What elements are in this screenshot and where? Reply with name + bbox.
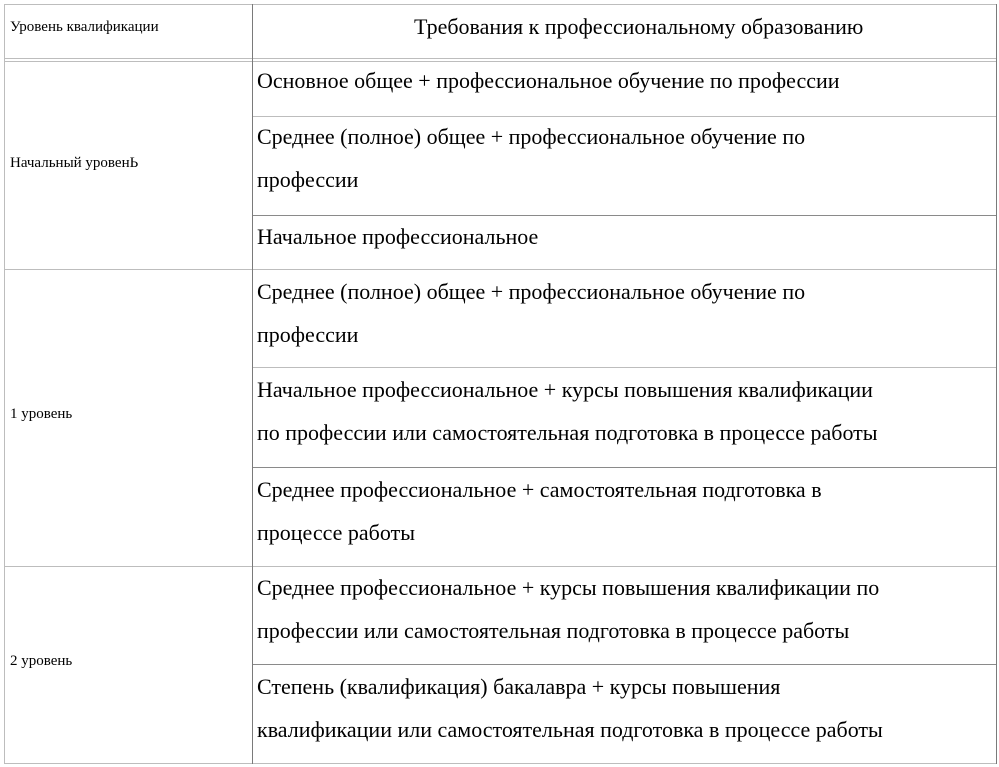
level-label-1: 1 уровень bbox=[10, 406, 73, 422]
level-label-initial: Начальный уровенЬ bbox=[10, 155, 139, 171]
header-requirements-column: Требования к профессиональному образованию bbox=[414, 14, 864, 39]
requirement-text: Степень (квалификация) бакалавра + курсы повышения bbox=[257, 674, 781, 699]
requirement-text: Основное общее + профессиональное обучение по профессии bbox=[257, 68, 840, 93]
requirement-text: Начальное профессиональное + курсы повышения квалификации bbox=[257, 377, 873, 402]
requirement-text: Среднее (полное) общее + профессиональное обучение по bbox=[257, 124, 806, 149]
table-border-top bbox=[4, 4, 997, 5]
requirement-text: по профессии или самостоятельная подготовка в процессе работы bbox=[257, 420, 878, 445]
requirement-text: Среднее (полное) общее + профессиональное обучение по bbox=[257, 279, 806, 304]
table-border-bottom bbox=[4, 763, 997, 764]
requirement-text: Среднее профессиональное + самостоятельная подготовка в bbox=[257, 477, 822, 502]
requirement-text: процессе работы bbox=[257, 520, 415, 545]
column-divider bbox=[252, 4, 253, 764]
requirement-text: Среднее профессиональное + курсы повышения квалификации по bbox=[257, 575, 880, 600]
requirement-text: профессии bbox=[257, 322, 359, 347]
requirement-text: профессии или самостоятельная подготовка в процессе работы bbox=[257, 618, 850, 643]
requirement-text: профессии bbox=[257, 167, 359, 192]
requirement-text: Начальное профессиональное bbox=[257, 224, 539, 249]
table-border-right bbox=[996, 4, 997, 764]
table-border-left bbox=[4, 4, 5, 764]
header-level-column: Уровень квалификации bbox=[10, 19, 159, 35]
level-label-2: 2 уровень bbox=[10, 653, 73, 669]
requirement-text: квалификации или самостоятельная подготовка в процессе работы bbox=[257, 717, 883, 742]
